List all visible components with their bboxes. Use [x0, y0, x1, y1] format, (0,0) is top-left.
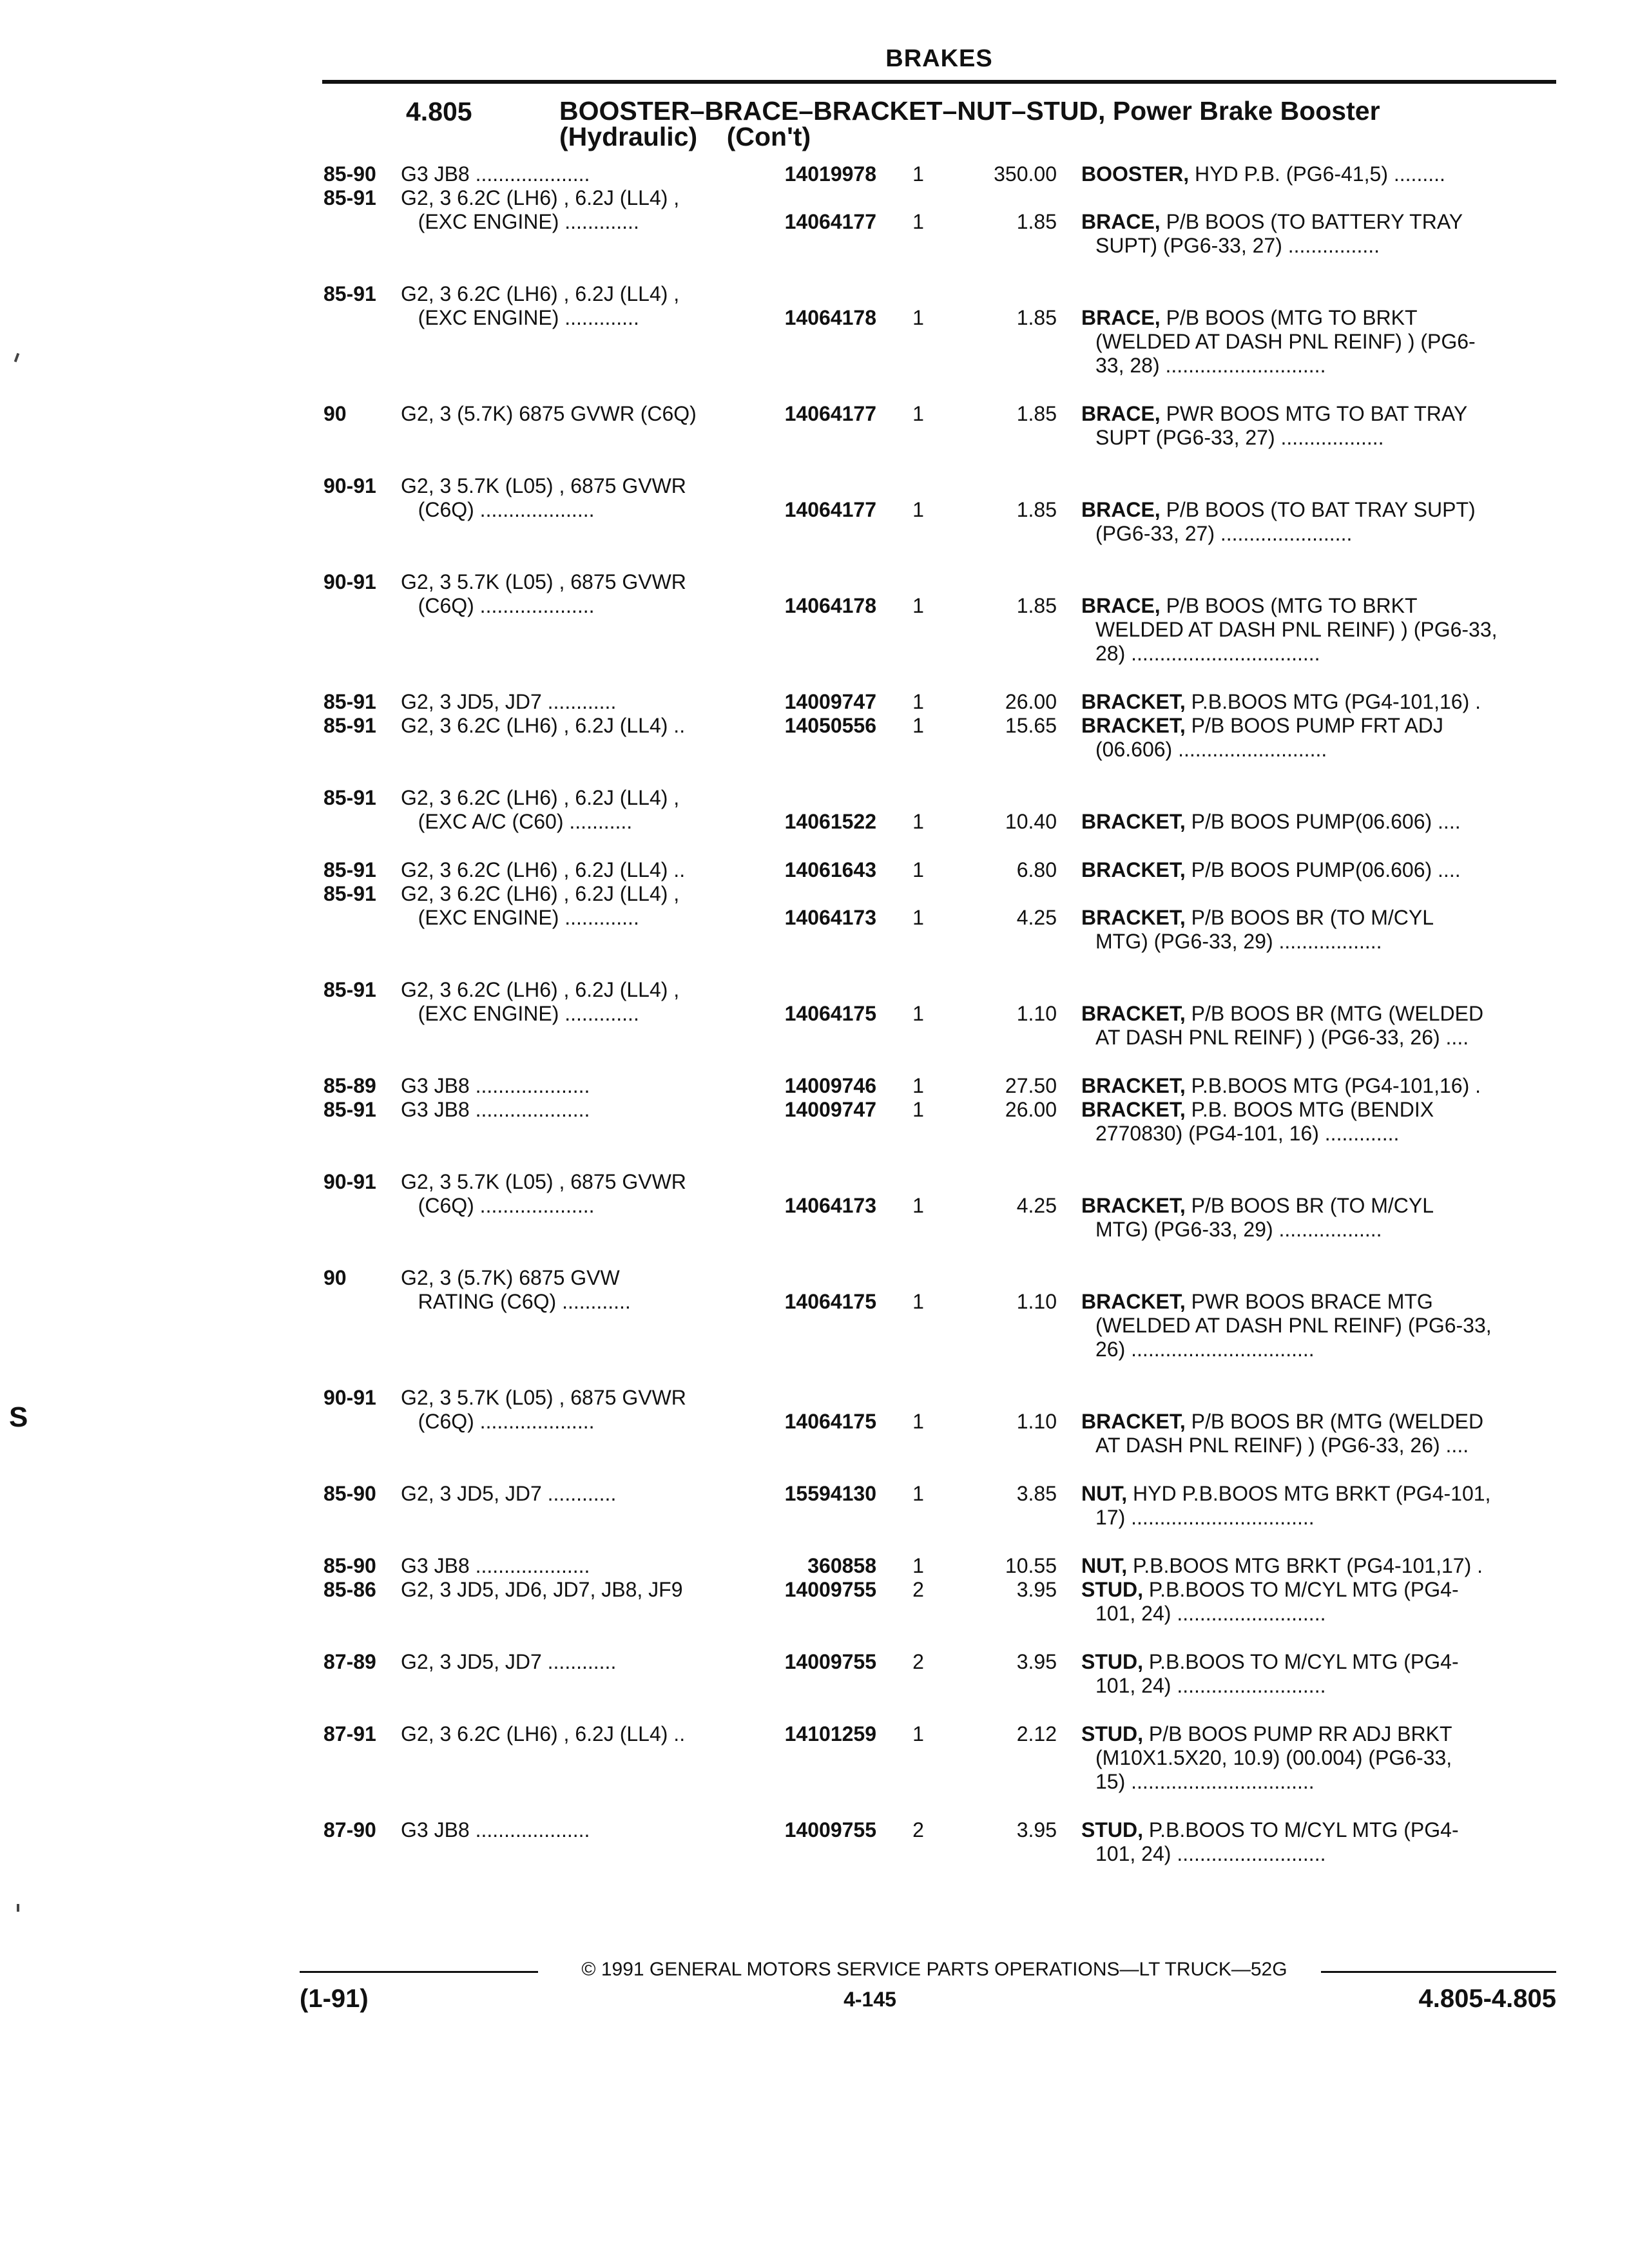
part-number: 14061643 [784, 858, 876, 881]
description [1081, 906, 1552, 930]
parts-row [0, 1554, 1629, 1578]
footer-copyright: © 1991 GENERAL MOTORS SERVICE PARTS OPERATIONS—LT TRUCK—52G [581, 1959, 1287, 1980]
description: 26) ................................ [1095, 1338, 1315, 1361]
section-title [559, 98, 1380, 149]
description-keyword: NUT, [1081, 1554, 1128, 1577]
part-number: 15594130 [784, 1482, 876, 1505]
applicability: G2, 3 5.7K (L05) , 6875 GVWR [401, 1386, 686, 1409]
quantity: 1 [912, 210, 924, 233]
description [1081, 858, 1552, 882]
section-title-line1: BOOSTER–BRACE–BRACKET–NUT–STUD, Power Brake Booster [559, 96, 1380, 126]
quantity: 1 [912, 906, 924, 929]
applicability: G2, 3 6.2C (LH6) , 6.2J (LL4) .. [401, 858, 686, 881]
description-keyword: BRACKET, [1081, 1098, 1186, 1121]
description-keyword: BOOSTER, [1081, 162, 1190, 186]
applicability: G2, 3 (5.7K) 6875 GVW [401, 1266, 620, 1289]
part-number: 14064175 [784, 1290, 876, 1313]
description-text: P.B.BOOS MTG (PG4-101,16) . [1185, 690, 1481, 713]
description [1081, 1194, 1552, 1218]
description-text: HYD P.B.BOOS MTG BRKT (PG4-101, [1127, 1482, 1491, 1505]
description-text: P.B.BOOS TO M/CYL MTG (PG4- [1143, 1650, 1459, 1673]
description: 101, 24) .......................... [1095, 1602, 1326, 1625]
footer-rule-right [1321, 1971, 1556, 1973]
quantity: 1 [912, 1410, 924, 1433]
description-text: P/B BOOS BR (TO M/CYL [1185, 906, 1434, 929]
description: 2770830) (PG4-101, 16) ............. [1095, 1122, 1400, 1145]
description: 33, 28) ............................ [1095, 354, 1326, 377]
part-number: 14064175 [784, 1002, 876, 1025]
part-number: 14064178 [784, 594, 876, 617]
applicability: (EXC ENGINE) ............. [401, 210, 639, 233]
description-keyword: BRACKET, [1081, 714, 1186, 737]
description [1081, 1482, 1552, 1506]
parts-row [0, 690, 1629, 714]
year-range: 85-91 [323, 978, 376, 1001]
applicability: G2, 3 JD5, JD7 ............ [401, 1482, 617, 1505]
price: 4.25 [1016, 1194, 1057, 1217]
description [1081, 1818, 1552, 1842]
description [1081, 1650, 1552, 1674]
description [1081, 402, 1552, 426]
parts-row [0, 978, 1629, 1050]
parts-row [0, 1074, 1629, 1098]
price: 1.10 [1016, 1410, 1057, 1433]
price: 1.85 [1016, 402, 1057, 425]
description [1081, 594, 1552, 618]
part-number: 14050556 [784, 714, 876, 737]
parts-row [0, 1650, 1629, 1698]
year-range: 85-90 [323, 1482, 376, 1505]
description-keyword: BRACE, [1081, 402, 1161, 425]
quantity: 1 [912, 1722, 924, 1745]
description: AT DASH PNL REINF) ) (PG6-33, 26) .... [1095, 1026, 1469, 1049]
margin-mark: S [9, 1401, 28, 1433]
parts-row [0, 1578, 1629, 1626]
quantity: 1 [912, 402, 924, 425]
description-keyword: BRACE, [1081, 306, 1161, 329]
price: 27.50 [1005, 1074, 1057, 1097]
description-text: P.B.BOOS TO M/CYL MTG (PG4- [1143, 1818, 1459, 1841]
year-range: 87-91 [323, 1722, 376, 1745]
description: (WELDED AT DASH PNL REINF) ) (PG6- [1095, 330, 1476, 353]
part-number: 360858 [807, 1554, 876, 1577]
description-keyword: BRACKET, [1081, 858, 1186, 881]
price: 4.25 [1016, 906, 1057, 929]
quantity: 1 [912, 1290, 924, 1313]
description-keyword: BRACKET, [1081, 906, 1186, 929]
description-keyword: BRACE, [1081, 210, 1161, 233]
description: WELDED AT DASH PNL REINF) ) (PG6-33, [1095, 618, 1498, 641]
description-keyword: BRACE, [1081, 498, 1161, 521]
parts-row [0, 186, 1629, 258]
applicability: G2, 3 6.2C (LH6) , 6.2J (LL4) , [401, 282, 680, 305]
part-number: 14064178 [784, 306, 876, 329]
description: MTG) (PG6-33, 29) .................. [1095, 930, 1382, 953]
price: 1.10 [1016, 1290, 1057, 1313]
scan-speck [17, 1904, 19, 1912]
quantity: 1 [912, 1074, 924, 1097]
year-range: 85-89 [323, 1074, 376, 1097]
description-text: PWR BOOS MTG TO BAT TRAY [1160, 402, 1468, 425]
quantity: 1 [912, 498, 924, 521]
quantity: 1 [912, 810, 924, 833]
description-text: P/B BOOS (MTG TO BRKT [1160, 306, 1418, 329]
description: SUPT) (PG6-33, 27) ................ [1095, 234, 1380, 257]
description-text: P/B BOOS PUMP RR ADJ BRKT [1143, 1722, 1452, 1745]
year-range: 90-91 [323, 474, 376, 497]
description-keyword: BRACKET, [1081, 1410, 1186, 1433]
description: 28) ................................. [1095, 642, 1320, 665]
parts-row [0, 714, 1629, 762]
part-number: 14064177 [784, 402, 876, 425]
applicability: G3 JB8 .................... [401, 1554, 590, 1577]
quantity: 1 [912, 594, 924, 617]
part-number: 14009746 [784, 1074, 876, 1097]
quantity: 1 [912, 858, 924, 881]
footer-rule-left [300, 1971, 538, 1973]
description-text: P/B BOOS PUMP(06.606) .... [1185, 810, 1461, 833]
quantity: 2 [912, 1650, 924, 1673]
applicability: RATING (C6Q) ............ [401, 1290, 631, 1313]
parts-row [0, 1386, 1629, 1457]
year-range: 85-91 [323, 858, 376, 881]
applicability: (EXC ENGINE) ............. [401, 306, 639, 329]
description-keyword: BRACKET, [1081, 810, 1186, 833]
part-number: 14009747 [784, 1098, 876, 1121]
description [1081, 810, 1552, 834]
applicability: (EXC A/C (C60) ........... [401, 810, 633, 833]
parts-row [0, 282, 1629, 378]
part-number: 14009747 [784, 690, 876, 713]
section-title-line2: (Hydraulic) (Con't) [559, 122, 811, 151]
description-text: P/B BOOS PUMP(06.606) .... [1185, 858, 1461, 881]
price: 1.10 [1016, 1002, 1057, 1025]
description [1081, 714, 1552, 738]
quantity: 1 [912, 1482, 924, 1505]
quantity: 1 [912, 714, 924, 737]
applicability: G2, 3 JD5, JD6, JD7, JB8, JF9 [401, 1578, 683, 1601]
description: 17) ................................ [1095, 1506, 1315, 1529]
description [1081, 1290, 1552, 1314]
description-keyword: NUT, [1081, 1482, 1128, 1505]
applicability: G3 JB8 .................... [401, 1074, 590, 1097]
applicability: G3 JB8 .................... [401, 1818, 590, 1841]
applicability: (EXC ENGINE) ............. [401, 1002, 639, 1025]
applicability: G2, 3 5.7K (L05) , 6875 GVWR [401, 1170, 686, 1193]
description: AT DASH PNL REINF) ) (PG6-33, 26) .... [1095, 1434, 1469, 1457]
year-range: 87-90 [323, 1818, 376, 1841]
parts-row [0, 474, 1629, 546]
price: 15.65 [1005, 714, 1057, 737]
applicability: G2, 3 6.2C (LH6) , 6.2J (LL4) , [401, 882, 680, 905]
applicability: G2, 3 6.2C (LH6) , 6.2J (LL4) , [401, 978, 680, 1001]
year-range: 85-91 [323, 282, 376, 305]
price: 3.95 [1016, 1818, 1057, 1841]
part-number: 14061522 [784, 810, 876, 833]
description-text: P.B.BOOS MTG BRKT (PG4-101,17) . [1127, 1554, 1483, 1577]
description: (M10X1.5X20, 10.9) (00.004) (PG6-33, [1095, 1746, 1452, 1769]
quantity: 1 [912, 690, 924, 713]
description-text: P.B. BOOS MTG (BENDIX [1185, 1098, 1434, 1121]
applicability: G2, 3 6.2C (LH6) , 6.2J (LL4) .. [401, 714, 686, 737]
applicability: G2, 3 (5.7K) 6875 GVWR (C6Q) [401, 402, 697, 425]
description: (06.606) .......................... [1095, 738, 1327, 761]
price: 3.85 [1016, 1482, 1057, 1505]
applicability: (C6Q) .................... [401, 1410, 595, 1433]
year-range: 85-90 [323, 162, 376, 186]
price: 1.85 [1016, 306, 1057, 329]
applicability: G3 JB8 .................... [401, 162, 590, 186]
quantity: 1 [912, 306, 924, 329]
description: 15) ................................ [1095, 1770, 1315, 1793]
price: 1.85 [1016, 210, 1057, 233]
applicability: G2, 3 5.7K (L05) , 6875 GVWR [401, 570, 686, 593]
year-range: 85-90 [323, 1554, 376, 1577]
description-text: P/B BOOS BR (MTG (WELDED [1185, 1410, 1484, 1433]
quantity: 1 [912, 162, 924, 186]
description-keyword: BRACE, [1081, 594, 1161, 617]
description: 101, 24) .......................... [1095, 1842, 1326, 1865]
description [1081, 1554, 1552, 1578]
footer-page-number: 4-145 [843, 1988, 896, 2011]
year-range: 85-91 [323, 714, 376, 737]
applicability: G2, 3 5.7K (L05) , 6875 GVWR [401, 474, 686, 497]
description [1081, 162, 1552, 186]
part-number: 14019978 [784, 162, 876, 186]
price: 10.40 [1005, 810, 1057, 833]
parts-row [0, 1818, 1629, 1866]
description: (WELDED AT DASH PNL REINF) (PG6-33, [1095, 1314, 1492, 1337]
quantity: 1 [912, 1098, 924, 1121]
description-text: P/B BOOS BR (TO M/CYL [1185, 1194, 1434, 1217]
description-text: HYD P.B. (PG6-41,5) ......... [1189, 162, 1445, 186]
parts-row [0, 858, 1629, 882]
parts-list [0, 162, 1629, 1890]
description-keyword: BRACKET, [1081, 1290, 1186, 1313]
price: 10.55 [1005, 1554, 1057, 1577]
part-number: 14101259 [784, 1722, 876, 1745]
price: 26.00 [1005, 1098, 1057, 1121]
quantity: 2 [912, 1578, 924, 1601]
year-range: 85-91 [323, 186, 376, 209]
footer-date: (1-91) [300, 1984, 369, 2013]
year-range: 85-86 [323, 1578, 376, 1601]
parts-row [0, 1722, 1629, 1794]
description [1081, 210, 1552, 234]
price: 3.95 [1016, 1578, 1057, 1601]
parts-row [0, 162, 1629, 186]
description [1081, 1410, 1552, 1434]
part-number: 14064175 [784, 1410, 876, 1433]
part-number: 14009755 [784, 1650, 876, 1673]
description [1081, 1578, 1552, 1602]
description-text: P/B BOOS PUMP FRT ADJ [1185, 714, 1443, 737]
description: 101, 24) .......................... [1095, 1674, 1326, 1697]
year-range: 85-91 [323, 690, 376, 713]
applicability: G2, 3 6.2C (LH6) , 6.2J (LL4) , [401, 186, 680, 209]
description-keyword: BRACKET, [1081, 1194, 1186, 1217]
description-text: P.B.BOOS TO M/CYL MTG (PG4- [1143, 1578, 1459, 1601]
parts-row [0, 570, 1629, 666]
description [1081, 690, 1552, 714]
applicability: G2, 3 6.2C (LH6) , 6.2J (LL4) .. [401, 1722, 686, 1745]
price: 1.85 [1016, 498, 1057, 521]
description: (PG6-33, 27) ....................... [1095, 522, 1353, 545]
description-keyword: STUD, [1081, 1650, 1143, 1673]
description: SUPT (PG6-33, 27) .................. [1095, 426, 1384, 449]
quantity: 2 [912, 1818, 924, 1841]
applicability: G3 JB8 .................... [401, 1098, 590, 1121]
quantity: 1 [912, 1554, 924, 1577]
quantity: 1 [912, 1194, 924, 1217]
year-range: 87-89 [323, 1650, 376, 1673]
description-keyword: STUD, [1081, 1818, 1143, 1841]
description-text: P/B BOOS (MTG TO BRKT [1160, 594, 1418, 617]
year-range: 85-91 [323, 1098, 376, 1121]
part-number: 14064173 [784, 1194, 876, 1217]
price: 6.80 [1016, 858, 1057, 881]
year-range: 90-91 [323, 570, 376, 593]
description-text: P/B BOOS BR (MTG (WELDED [1185, 1002, 1484, 1025]
applicability: (C6Q) .................... [401, 498, 595, 521]
page-title: BRAKES [885, 45, 993, 72]
description [1081, 1098, 1552, 1122]
description-keyword: BRACKET, [1081, 1074, 1186, 1097]
parts-row [0, 786, 1629, 834]
description-text: P.B.BOOS MTG (PG4-101,16) . [1185, 1074, 1481, 1097]
description [1081, 306, 1552, 330]
parts-row [0, 1098, 1629, 1146]
applicability: G2, 3 6.2C (LH6) , 6.2J (LL4) , [401, 786, 680, 809]
footer-section-range: 4.805-4.805 [1418, 1984, 1556, 2013]
applicability: (C6Q) .................... [401, 1194, 595, 1217]
description-keyword: BRACKET, [1081, 1002, 1186, 1025]
description: MTG) (PG6-33, 29) .................. [1095, 1218, 1382, 1241]
description-keyword: STUD, [1081, 1722, 1143, 1745]
price: 26.00 [1005, 690, 1057, 713]
applicability: G2, 3 JD5, JD7 ............ [401, 1650, 617, 1673]
description-keyword: BRACKET, [1081, 690, 1186, 713]
description-text: P/B BOOS (TO BATTERY TRAY [1160, 210, 1463, 233]
applicability: (C6Q) .................... [401, 594, 595, 617]
parts-row [0, 402, 1629, 450]
description-text: PWR BOOS BRACE MTG [1185, 1290, 1433, 1313]
header-rule [322, 80, 1556, 84]
part-number: 14064173 [784, 906, 876, 929]
year-range: 85-91 [323, 786, 376, 809]
price: 2.12 [1016, 1722, 1057, 1745]
description [1081, 498, 1552, 522]
part-number: 14064177 [784, 498, 876, 521]
price: 350.00 [994, 162, 1057, 186]
parts-row [0, 882, 1629, 954]
description [1081, 1074, 1552, 1098]
part-number: 14064177 [784, 210, 876, 233]
description [1081, 1002, 1552, 1026]
parts-row [0, 1266, 1629, 1361]
year-range: 90 [323, 402, 347, 425]
description-text: P/B BOOS (TO BAT TRAY SUPT) [1160, 498, 1476, 521]
price: 1.85 [1016, 594, 1057, 617]
parts-row [0, 1170, 1629, 1242]
applicability: G2, 3 JD5, JD7 ............ [401, 690, 617, 713]
year-range: 85-91 [323, 882, 376, 905]
parts-row [0, 1482, 1629, 1530]
year-range: 90-91 [323, 1170, 376, 1193]
year-range: 90-91 [323, 1386, 376, 1409]
section-number: 4.805 [406, 97, 472, 126]
description-keyword: STUD, [1081, 1578, 1143, 1601]
applicability: (EXC ENGINE) ............. [401, 906, 639, 929]
part-number: 14009755 [784, 1818, 876, 1841]
description [1081, 1722, 1552, 1746]
part-number: 14009755 [784, 1578, 876, 1601]
quantity: 1 [912, 1002, 924, 1025]
price: 3.95 [1016, 1650, 1057, 1673]
year-range: 90 [323, 1266, 347, 1289]
